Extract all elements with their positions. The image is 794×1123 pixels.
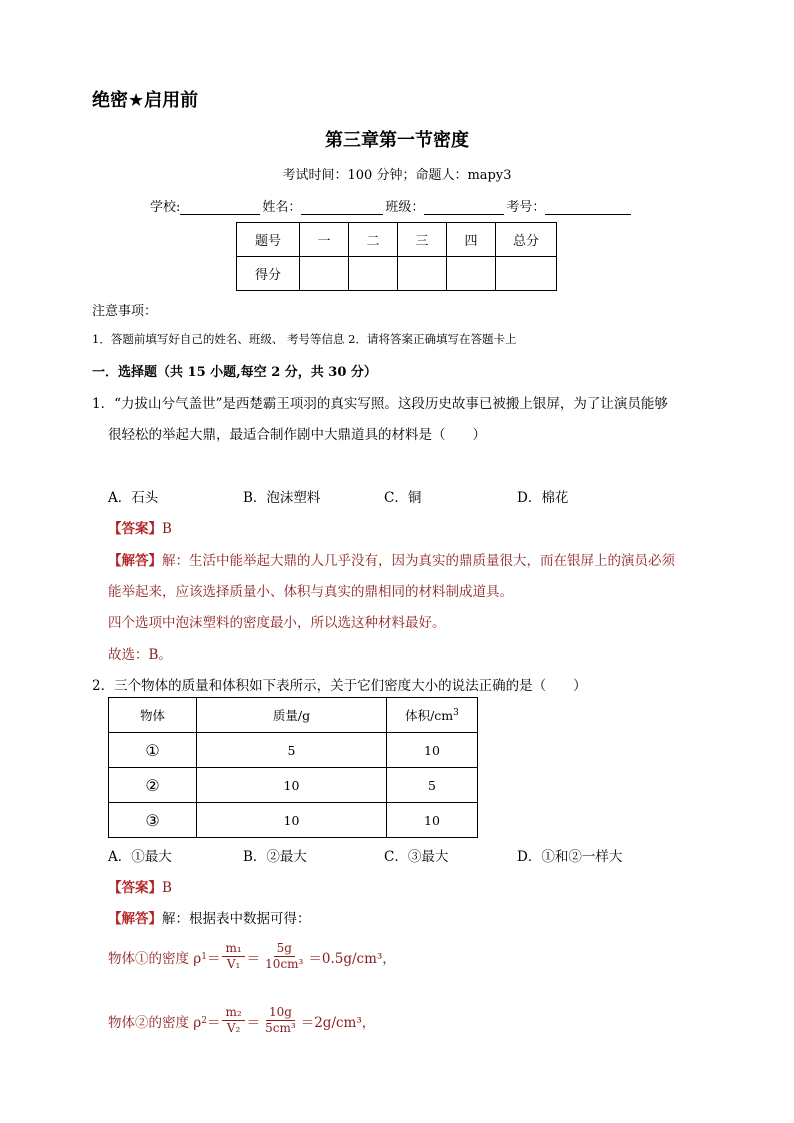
analysis-text: 解：生活中能举起大鼎的人几乎没有，因为真实的鼎质量很大，而在银屏上的演员必须 (162, 553, 675, 569)
table-cell: 5 (197, 733, 387, 768)
q1-option-a[interactable]: A．石头 (108, 490, 159, 506)
q1-option-c[interactable]: C．铜 (384, 490, 422, 506)
table-header: 物体 (109, 698, 197, 733)
table-cell: 5 (387, 768, 478, 803)
fraction (222, 941, 244, 972)
q1-option-b[interactable]: B．泡沫塑料 (243, 490, 321, 506)
density-formula-2 (108, 1005, 375, 1036)
q2-answer (108, 876, 172, 896)
class-blank[interactable] (424, 200, 504, 215)
table-header-text: 体积/cm (405, 708, 454, 723)
fraction-denominator: 5cm³ (265, 1021, 296, 1035)
score-input-cell[interactable] (300, 257, 349, 291)
fraction (222, 1005, 244, 1036)
score-input-cell[interactable] (447, 257, 496, 291)
q2-option-d[interactable]: D．①和②一样大 (517, 849, 623, 865)
q2-option-b[interactable]: B．②最大 (243, 849, 307, 865)
formula-sub: 1 (201, 951, 207, 962)
score-table-header-row (237, 223, 557, 257)
table-header-row (109, 698, 478, 733)
q1-conclusion: 故选：B。 (108, 647, 172, 663)
analysis-tag: 【解答】 (108, 911, 162, 927)
score-input-cell[interactable] (496, 257, 557, 291)
formula-eq: ＝ (246, 950, 261, 967)
q2-data-table (108, 697, 478, 838)
school-blank[interactable] (180, 200, 260, 215)
exam-number-field[interactable] (506, 196, 633, 215)
analysis-tag: 【解答】 (108, 553, 162, 569)
student-info-fields (150, 196, 633, 215)
q1-analysis-line3: 四个选项中泡沫塑料的密度最小，所以选这种材料最好。 (108, 615, 446, 631)
score-input-cell[interactable] (349, 257, 398, 291)
analysis-text: 解：根据表中数据可得： (162, 911, 311, 927)
table-cell: 10 (197, 803, 387, 838)
q2-option-c[interactable]: C．③最大 (384, 849, 449, 865)
page-title: 第三章第一节密度 (325, 130, 469, 151)
table-cell: ② (109, 768, 197, 803)
table-header: 质量/g (197, 698, 387, 733)
exam-info: 考试时间：100 分钟；命题人：mapy3 (282, 168, 512, 183)
class-field[interactable] (385, 196, 506, 215)
school-field[interactable] (150, 196, 262, 215)
name-field[interactable] (262, 196, 385, 215)
school-label: 学校: (150, 200, 181, 215)
formula-eq: ＝ (206, 950, 221, 967)
table-cell: 10 (387, 733, 478, 768)
score-input-cell[interactable] (398, 257, 447, 291)
confidential-mark: 绝密★启用前 (92, 90, 199, 111)
formula-eq: ＝ (246, 1014, 261, 1031)
formula-prefix: 物体②的密度 ρ (108, 1014, 202, 1031)
score-cell: 二 (349, 223, 398, 257)
fraction-numerator: m₂ (222, 1005, 244, 1021)
fraction (262, 941, 306, 972)
q2-option-a[interactable]: A．①最大 (108, 849, 172, 865)
table-header (387, 698, 478, 733)
fraction-denominator: 10cm³ (265, 957, 304, 971)
fraction-numerator: 10g (266, 1005, 295, 1021)
table-row (109, 768, 478, 803)
exam-number-label: 考号： (506, 200, 546, 215)
q1-option-d[interactable]: D．棉花 (517, 490, 569, 506)
exam-number-blank[interactable] (545, 200, 631, 215)
table-cell: ③ (109, 803, 197, 838)
answer-tag: 【答案】 (108, 521, 162, 537)
formula-sub: 2 (201, 1015, 207, 1026)
fraction-numerator: 5g (274, 941, 295, 957)
table-header-sup: 3 (453, 707, 459, 718)
table-cell: 10 (197, 768, 387, 803)
q2-stem: 2．三个物体的质量和体积如下表所示，关于它们密度大小的说法正确的是（ ） (92, 678, 587, 694)
table-row (109, 803, 478, 838)
score-cell: 四 (447, 223, 496, 257)
formula-result: ＝0.5g/cm³， (308, 950, 396, 967)
q1-analysis-line1 (108, 549, 675, 569)
notes-body: 1．答题前填写好自己的姓名、班级、 考号等信息 2．请将答案正确填写在答题卡上 (92, 332, 517, 346)
score-cell: 总分 (496, 223, 557, 257)
name-blank[interactable] (301, 200, 383, 215)
name-label: 姓名： (262, 200, 302, 215)
score-table-score-row (237, 257, 557, 291)
class-label: 班级： (385, 200, 425, 215)
answer-value: B (162, 880, 172, 896)
q1-analysis-line2: 能举起来，应该选择质量小、体积与真实的鼎相同的材料制成道具。 (108, 584, 513, 600)
formula-eq: ＝ (206, 1014, 221, 1031)
density-formula-1 (108, 941, 396, 972)
score-table (236, 222, 557, 291)
notes-heading: 注意事项： (92, 304, 158, 319)
q1-stem-line2: 很轻松的举起大鼎，最适合制作剧中大鼎道具的材料是（ ） (108, 427, 486, 443)
section-heading: 一．选择题（共 15 小题,每空 2 分，共 30 分） (92, 365, 377, 380)
q1-stem-line1: 1．“力拔山兮气盖世”是西楚霸王项羽的真实写照。这段历史故事已被搬上银屏，为了让演员能够 (92, 396, 668, 412)
formula-prefix: 物体①的密度 ρ (108, 950, 202, 967)
q1-answer (108, 517, 172, 537)
q2-analysis (108, 907, 311, 927)
answer-tag: 【答案】 (108, 880, 162, 896)
score-cell: 题号 (237, 223, 300, 257)
fraction-numerator: m₁ (222, 941, 244, 957)
table-row (109, 733, 478, 768)
score-cell: 三 (398, 223, 447, 257)
table-cell: 10 (387, 803, 478, 838)
fraction-denominator: V₁ (226, 957, 241, 971)
fraction-denominator: V₂ (226, 1021, 241, 1035)
score-cell: 得分 (237, 257, 300, 291)
answer-value: B (162, 521, 172, 537)
table-cell: ① (109, 733, 197, 768)
score-cell: 一 (300, 223, 349, 257)
fraction (262, 1005, 299, 1036)
formula-result: ＝2g/cm³， (300, 1014, 376, 1031)
